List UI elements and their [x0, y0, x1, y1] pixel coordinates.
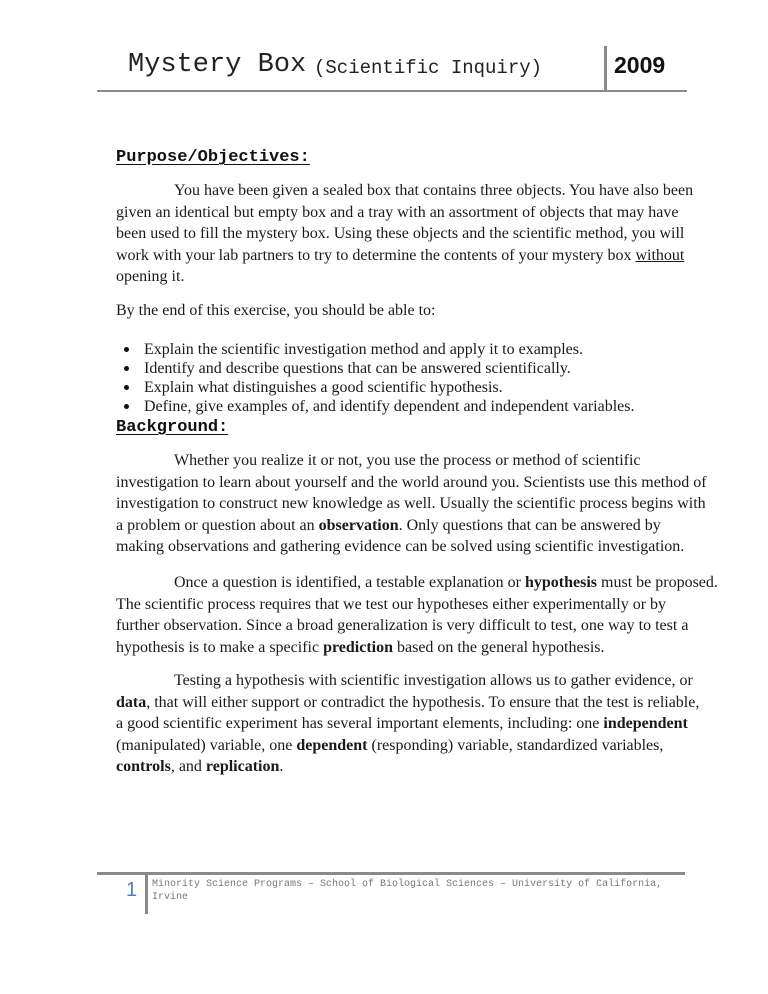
page-header	[0, 0, 768, 95]
text-span: hypothesis is to make a specific	[116, 638, 324, 656]
term-replication: replication	[205, 758, 280, 775]
objectives-list	[116, 340, 676, 416]
background-paragraph-1	[116, 450, 707, 558]
list-item	[116, 397, 676, 416]
purpose-paragraph	[116, 180, 694, 288]
bullet-icon	[124, 347, 129, 352]
text-line	[116, 637, 676, 659]
text-span: (manipulated) variable, one	[116, 736, 297, 754]
document-year: 2009	[614, 52, 666, 78]
bullet-icon	[124, 366, 129, 371]
list-item	[116, 378, 676, 397]
text-span: , and	[170, 758, 206, 775]
footer-rule	[97, 872, 685, 875]
text-span: a problem or question about an	[116, 516, 319, 534]
list-item-text: Explain the scientific investigation method and apply it to examples.	[144, 341, 584, 358]
list-item-text: Define, give examples of, and identify dependent and independent variables.	[144, 398, 635, 415]
background-paragraph-2	[116, 572, 718, 658]
header-rule	[97, 90, 687, 92]
document-subtitle: (Scientific Inquiry)	[314, 57, 543, 79]
text-span: , that will either support or contradict the hypothesis. To ensure that the test is reliable,	[146, 693, 700, 711]
bullet-icon	[124, 404, 129, 409]
text-line: You have been given a sealed box that contains three objects. You have also been	[174, 182, 694, 199]
text-line: The scientific process requires that we test our hypotheses either experimentally or by	[116, 595, 667, 613]
bullet-icon	[124, 385, 129, 390]
term-hypothesis: hypothesis	[525, 574, 598, 591]
purpose-heading: Purpose/Objectives:	[116, 148, 310, 167]
text-span: . Only questions that can be answered by	[398, 516, 661, 534]
text-line	[116, 245, 685, 267]
text-line: Whether you realize it or not, you use the process or method of scientific	[174, 452, 641, 469]
document-title: Mystery Box	[128, 50, 307, 80]
text-span: .	[279, 758, 284, 775]
footer-divider	[145, 872, 148, 914]
text-span: (responding) variable, standardized variables,	[367, 736, 664, 754]
term-independent: independent	[603, 715, 688, 732]
header-divider	[604, 46, 607, 91]
emphasis-without: without	[635, 246, 685, 264]
list-item	[116, 340, 676, 359]
text-line: investigation to learn about yourself and the world around you. Scientists use this method of	[116, 473, 707, 491]
term-prediction: prediction	[323, 638, 393, 656]
term-observation: observation	[318, 516, 399, 534]
footer-text: Minority Science Programs – School of Biological Sciences – University of California, Irvine	[152, 879, 663, 903]
text-line: making observations and gathering evidence can be solved using scientific investigation.	[116, 538, 685, 555]
text-span: based on the general hypothesis.	[393, 638, 605, 656]
text-line: investigation to construct new knowledge as well. Usually the scientific process begins with	[116, 495, 706, 512]
objectives-intro	[116, 300, 676, 322]
list-item-text: Explain what distinguishes a good scientific hypothesis.	[144, 379, 503, 396]
text-line: By the end of this exercise, you should be able to:	[116, 302, 436, 319]
text-span: Once a question is identified, a testable explanation or	[174, 574, 525, 591]
list-item-text: Identify and describe questions that can be answered scientifically.	[144, 360, 571, 377]
text-line	[116, 692, 700, 714]
text-span: must be proposed.	[597, 574, 718, 591]
text-line: been used to fill the mystery box. Using these objects and the scientific method, you will	[116, 225, 685, 242]
text-line: given an identical but empty box and a tray with an assortment of objects that may have	[116, 203, 679, 221]
background-heading: Background:	[116, 418, 229, 437]
text-line: opening it.	[116, 268, 185, 285]
text-line: further observation. Since a broad generalization is very difficult to test, one way to test a	[116, 617, 689, 634]
text-line: Testing a hypothesis with scientific investigation allows us to gather evidence, or	[174, 672, 693, 689]
background-paragraph-3	[116, 670, 700, 778]
text-span: a good scientific experiment has several important elements, including: one	[116, 715, 604, 732]
text-line	[116, 713, 688, 735]
term-data: data	[116, 693, 147, 711]
text-line	[116, 572, 718, 594]
text-line	[116, 735, 676, 757]
text-line	[116, 515, 676, 537]
term-controls: controls	[116, 758, 171, 775]
list-item	[116, 359, 676, 378]
text-span: work with your lab partners to try to determine the contents of your mystery box	[116, 246, 636, 264]
page-footer	[0, 870, 768, 950]
page-number: 1	[126, 879, 138, 901]
term-dependent: dependent	[296, 736, 368, 754]
text-line	[116, 756, 676, 778]
